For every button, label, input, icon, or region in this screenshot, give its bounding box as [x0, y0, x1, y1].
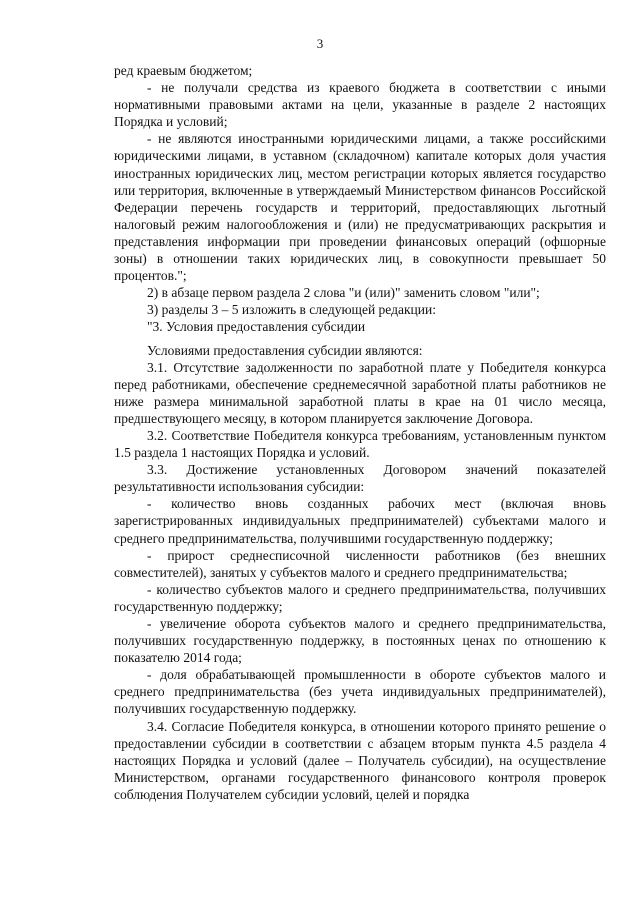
paragraph: "3. Условия предоставления субсидии [147, 319, 366, 335]
paragraph: - количество вновь созданных рабочих мест (включая вновь зарегистрированных индивидуальных предпринимателей) субъектами малого и среднего предпринимательства, получившими государственную поддержку; [114, 496, 606, 546]
paragraph: - прирост среднесписочной численности работников (без внешних совместителей), занятых у субъектов малого и среднего предпринимательства; [114, 547, 606, 580]
paragraph: - увеличение оборота субъектов малого и среднего предпринимательства, получивших государственную поддержку, в постоянных ценах по отношению к показателю 2014 года; [114, 616, 606, 666]
paragraph: - доля обрабатывающей промышленности в обороте субъектов малого и среднего предпринимательства (без учета индивидуальных предпринимателей), получивших государственную поддержку. [114, 667, 606, 717]
paragraph: - не получали средства из краевого бюджета в соответствии с иными нормативными правовыми актами на цели, указанные в разделе 2 настоящих Порядка и условий; [114, 80, 606, 130]
paragraph: - количество субъектов малого и среднего предпринимательства, получивших государственную поддержку; [114, 581, 606, 614]
page-number: 3 [316, 36, 324, 51]
paragraph: 3.3. Достижение установленных Договором значений показателей результативности использования субсидии: [114, 462, 606, 495]
paragraph: - не являются иностранными юридическими лицами, а также российскими юридическими лицами, в уставном (складочном) капитале которых доля участия иностранных юридических лиц, местом регистрации которых является государство или территория, включенные в утверждаемый Министерством финансов Российской Федерации перечень государств и территорий, предоставляющих льготный налоговый режим налогообложения и (или) не предусматривающих раскрытия и представления информации при проведении финансовых операций (офшорные зоны) в отношении таких юридических лиц, в совокупности превышает 50 процентов."; [114, 131, 606, 284]
paragraph: 3.2. Соответствие Победителя конкурса требованиям, установленным пунктом 1.5 раздела 1 настоящих Порядка и условий. [114, 427, 606, 461]
document-body [114, 62, 606, 803]
paragraph: 2) в абзаце первом раздела 2 слова "и (или)" заменить словом "или"; [147, 285, 540, 301]
paragraph: 3.4. Согласие Победителя конкурса, в отношении которого принято решение о предоставлении субсидии в соответствии с абзацем вторым пункта 4.5 раздела 4 настоящих Порядка и условий (далее – Получатель субсидии), на осуществление Министерством, органами государственного финансового контроля проверок соблюдения Получателем субсидии условий, целей и порядка [114, 718, 606, 802]
paragraph: ред краевым бюджетом; [114, 63, 253, 78]
paragraph: Условиями предоставления субсидии являются: [147, 342, 423, 358]
paragraph: 3) разделы 3 – 5 изложить в следующей редакции: [147, 302, 436, 318]
paragraph: 3.1. Отсутствие задолженности по заработной плате у Победителя конкурса перед работниками, обеспечение среднемесячной заработной платы работников не ниже размера минимальной заработной платы в крае на 01 число месяца, предшествующего месяцу, в котором планируется заключение Договора. [114, 359, 606, 426]
